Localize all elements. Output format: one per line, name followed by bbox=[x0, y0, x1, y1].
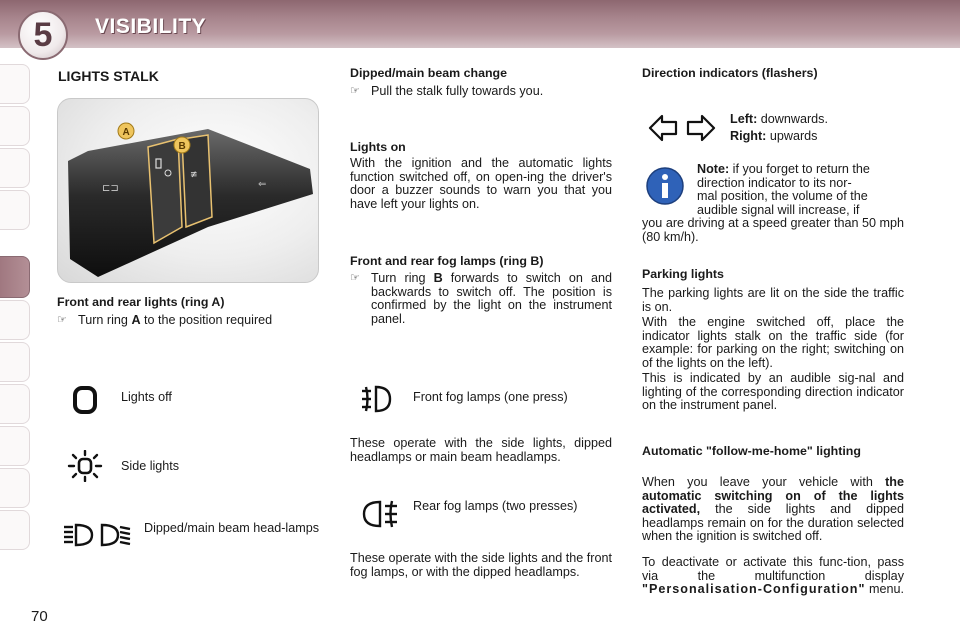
left-arrow-icon bbox=[650, 116, 676, 140]
lights-off-icon bbox=[72, 385, 100, 415]
right-indicator-text: Right: upwards bbox=[730, 129, 818, 143]
chapter-tab-7[interactable] bbox=[0, 342, 30, 382]
parking-lights-p2: With the engine switched off, place the indicator lights stalk on the traffic side (for example: for parking on the right; switching on of the lights on the left). bbox=[642, 315, 904, 370]
svg-text:≢: ≢ bbox=[190, 170, 198, 180]
side-lights-icon bbox=[66, 450, 104, 482]
chapter-tab-1[interactable] bbox=[0, 64, 30, 104]
chapter-tab-6[interactable] bbox=[0, 300, 30, 340]
parking-lights-p3: This is indicated by an audible sig-nal and lighting of the corresponding direction indicator on the instrument panel. bbox=[642, 371, 904, 413]
info-icon bbox=[645, 166, 685, 206]
lights-stalk-illustration bbox=[58, 99, 318, 282]
finger-pointer-icon: ☞ bbox=[350, 272, 360, 284]
section-title-lights-stalk: LIGHTS STALK bbox=[58, 68, 159, 84]
chapter-number-badge: 5 bbox=[18, 10, 68, 60]
parking-lights-p1: The parking lights are lit on the side the traffic is on. bbox=[642, 286, 904, 314]
fog-lamps-bullet: ☞ Turn ring B forwards to switch on and backwards to switch off. The position is confirmed by the light on the instrument panel. bbox=[350, 271, 612, 326]
front-fog-text: These operate with the side lights, dipped headlamps or main beam headlamps. bbox=[350, 436, 612, 464]
side-lights-label: Side lights bbox=[121, 459, 180, 473]
right-arrow-icon bbox=[688, 116, 714, 140]
chapter-tab-3[interactable] bbox=[0, 148, 30, 188]
chapter-tab-11[interactable] bbox=[0, 510, 30, 550]
front-fog-label: Front fog lamps (one press) bbox=[413, 390, 568, 404]
lights-stalk-photo bbox=[57, 98, 319, 283]
beam-change-bullet: ☞ Pull the stalk fully towards you. bbox=[350, 84, 544, 98]
chapter-tab-2[interactable] bbox=[0, 106, 30, 146]
ring-a-bullet: ☞ Turn ring A to the position required bbox=[57, 313, 273, 327]
rear-fog-lamp-icon bbox=[358, 498, 400, 530]
dipped-main-beam-icon bbox=[62, 522, 132, 548]
chapter-tab-9[interactable] bbox=[0, 426, 30, 466]
note-text-rest: you are driving at a speed greater than 50 mph (80 km/h). bbox=[642, 216, 904, 244]
fog-lamps-heading: Front and rear fog lamps (ring B) bbox=[350, 254, 544, 268]
rear-fog-label: Rear fog lamps (two presses) bbox=[413, 499, 578, 513]
dipped-main-beam-label: Dipped/main beam head-lamps bbox=[144, 521, 320, 535]
follow-me-home-heading: Automatic "follow-me-home" lighting bbox=[642, 444, 861, 458]
chapter-tab-5-active[interactable] bbox=[0, 256, 30, 298]
note-text-top: Note: if you forget to return the direction indicator to its nor- mal position, the volume of the audible signal will increase, if bbox=[697, 162, 870, 217]
page-title: VISIBILITY bbox=[95, 15, 207, 38]
deactivate-text: To deactivate or activate this func-tion, pass via the multifunction display "Personalisation-Configuration" menu. bbox=[642, 555, 904, 597]
svg-text:⇐: ⇐ bbox=[258, 179, 267, 190]
svg-text:⊏⊐: ⊏⊐ bbox=[102, 183, 119, 194]
finger-pointer-icon: ☞ bbox=[350, 85, 360, 97]
finger-pointer-icon: ☞ bbox=[57, 314, 67, 326]
lights-on-text: With the ignition and the automatic lights function switched off, on open-ing the driver's door a buzzer sounds to warn you that you have left your lights on. bbox=[350, 156, 612, 211]
photo-label-a: A bbox=[122, 127, 130, 138]
photo-label-b: B bbox=[178, 141, 186, 152]
direction-indicators-heading: Direction indicators (flashers) bbox=[642, 66, 818, 80]
chapter-tab-4[interactable] bbox=[0, 190, 30, 230]
front-fog-lamp-icon bbox=[360, 384, 398, 414]
follow-me-home-text: When you leave your vehicle with the automatic switching on of the lights activated, the side lights and dipped headlamps remain on for the duration selected when the ignition is switched off. bbox=[642, 475, 904, 544]
indicator-arrows-icon bbox=[648, 113, 716, 143]
parking-lights-heading: Parking lights bbox=[642, 267, 724, 281]
lights-off-label: Lights off bbox=[121, 390, 172, 404]
left-indicator-text: Left: downwards. bbox=[730, 112, 828, 126]
page-number: 70 bbox=[31, 608, 48, 625]
lights-on-heading: Lights on bbox=[350, 140, 406, 154]
rear-fog-text: These operate with the side lights and the front fog lamps, or with the dipped headlamps. bbox=[350, 551, 612, 579]
chapter-tab-10[interactable] bbox=[0, 468, 30, 508]
ring-a-heading: Front and rear lights (ring A) bbox=[57, 295, 225, 309]
chapter-tab-8[interactable] bbox=[0, 384, 30, 424]
beam-change-heading: Dipped/main beam change bbox=[350, 66, 507, 80]
